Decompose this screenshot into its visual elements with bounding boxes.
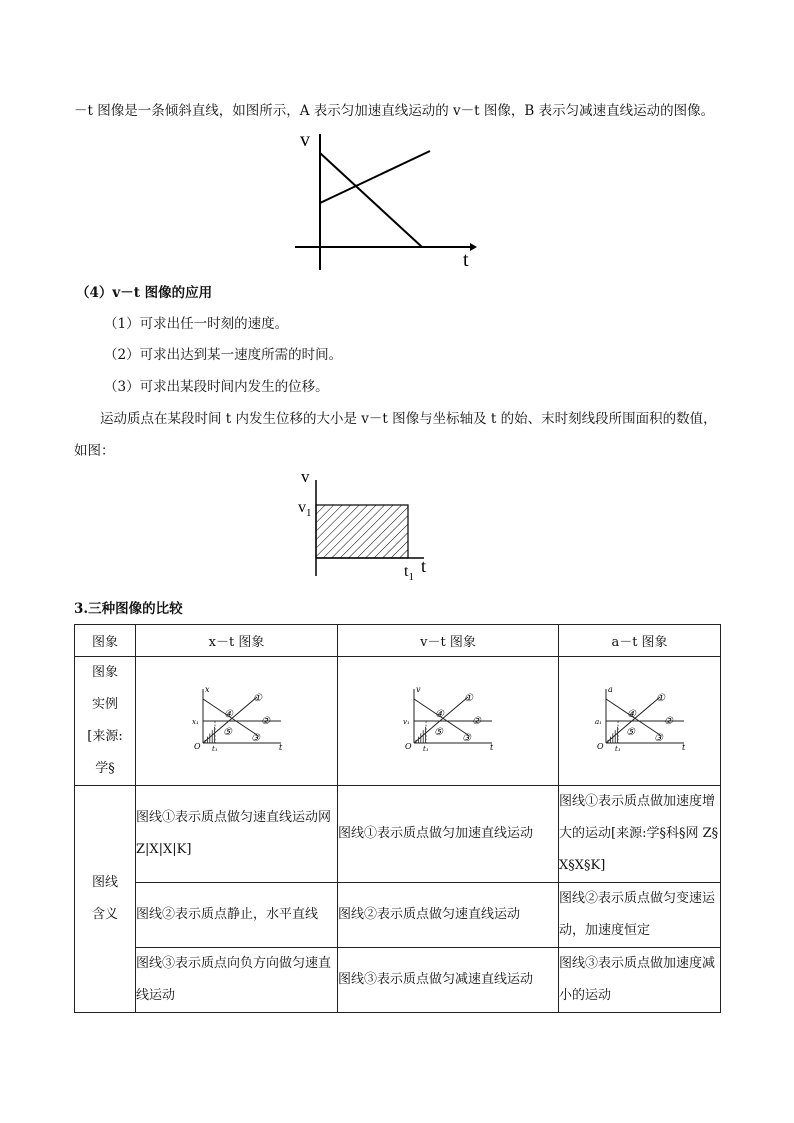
table-row [75,948,721,1013]
circle-2-label: ② [663,716,673,727]
circle-1-label: ① [464,693,473,704]
application-item-2: （2）可求出达到某一速度所需的时间。 [104,347,343,363]
header-at: a－t 图象 [559,625,721,657]
level-label: x₁ [191,718,199,726]
table-example-row [75,657,721,786]
example-label-line: 实例 [91,697,118,712]
meaning-xt-2: 图线②表示质点静止，水平直线 [136,883,338,948]
xt-mini-graph [189,683,285,755]
circle-4-label: ④ [223,709,233,720]
mini-graph-cell-at [559,657,721,786]
figure1-x-arrow [470,243,477,251]
origin-label: O [193,742,201,751]
meaning-label-line: 图线 [91,875,118,890]
meaning-at-3: 图线③表示质点做加速度减小的运动 [559,948,721,1013]
meaning-vt-2: 图线②表示质点做匀速直线运动 [338,883,559,948]
area-paragraph-line2: 如图： [74,443,115,459]
table-row [75,786,721,883]
table-row [75,883,721,948]
example-label-line: 图象 [91,665,118,680]
table-header-row [75,625,721,657]
header-image: 图象 [75,625,136,657]
t1-label: t₁ [614,745,621,753]
meaning-label-line: 含义 [91,907,118,922]
figure1-v-label: v [300,129,310,151]
circle-5-label: ⑤ [434,727,443,738]
circle-3-label: ③ [653,733,663,744]
circle-5-label: ⑤ [222,727,232,738]
circle-5-label: ⑤ [625,727,635,738]
meaning-xt-1: 图线①表示质点做匀速直线运动网 Z|X|X|K] [136,786,338,883]
header-xt: x－t 图象 [136,625,338,657]
origin-label: O [405,742,412,751]
axis-label: v [416,685,421,694]
axis-label: a [607,685,613,694]
vt-lines-figure [290,126,480,271]
circle-2-label: ② [260,716,270,727]
area-figure [296,466,446,586]
section4-title: （4）v－t 图像的应用 [76,285,213,301]
t-label: t [490,743,494,752]
meaning-at-1: 图线①表示质点做加速度增大的运动[来源:学§科§网 Z§X§X§K] [559,786,721,883]
meaning-vt-3: 图线③表示质点做匀减速直线运动 [338,948,559,1013]
circle-3-label: ③ [250,733,260,744]
t1-label: t₁ [211,745,218,753]
meaning-xt-3: 图线③表示质点向负方向做匀速直线运动 [136,948,338,1013]
t1-label: t₁ [423,745,429,753]
meaning-row-label [75,786,136,1013]
axis-label: x [204,685,210,694]
section3-title: 3.三种图像的比较 [74,601,183,617]
example-label-line: [来源: [87,729,123,744]
level-label: v₁ [403,718,410,726]
figure1-line-a [320,151,430,203]
figure2-shaded-area [316,505,408,558]
figure2-t1-label: $t_1$ [404,563,414,583]
circle-4-label: ④ [435,709,444,720]
intro-line: －t 图像是一条倾斜直线，如图所示，A 表示匀加速直线运动的 v－t 图像，B 表示匀减速直线运动的图像。 [74,103,715,119]
mini-graph-cell-xt [136,657,338,786]
circle-4-label: ④ [626,709,636,720]
t-label: t [681,743,685,752]
example-row-label [75,657,136,786]
vt-mini-graph [400,683,496,755]
meaning-at-2: 图线②表示质点做匀变速运动，加速度恒定 [559,883,721,948]
at-mini-graph [592,683,688,755]
mini-graph-cell-vt [338,657,559,786]
circle-1-label: ① [655,693,665,704]
figure2-v1-label: $v_1$ [298,499,312,519]
circle-3-label: ③ [462,733,471,744]
area-paragraph-line1: 运动质点在某段时间 t 内发生位移的大小是 v－t 图像与坐标轴及 t 的始、末时刻线段所围面积的数值， [100,411,717,427]
comparison-table [74,624,721,1013]
level-label: a₁ [594,718,602,726]
origin-label: O [596,742,604,751]
figure1-t-label: t [463,249,469,271]
header-vt: v－t 图象 [338,625,559,657]
application-item-3: （3）可求出某段时间内发生的位移。 [104,379,329,395]
meaning-vt-1: 图线①表示质点做匀加速直线运动 [338,786,559,883]
application-item-1: （1）可求出任一时刻的速度。 [104,316,289,332]
circle-2-label: ② [472,716,481,727]
t-label: t [278,743,282,752]
circle-1-label: ① [252,693,262,704]
figure1-line-b [320,153,422,247]
figure2-t-label: t [421,556,427,576]
example-label-line: 学§ [95,761,115,776]
figure2-v-label: v [301,467,310,486]
